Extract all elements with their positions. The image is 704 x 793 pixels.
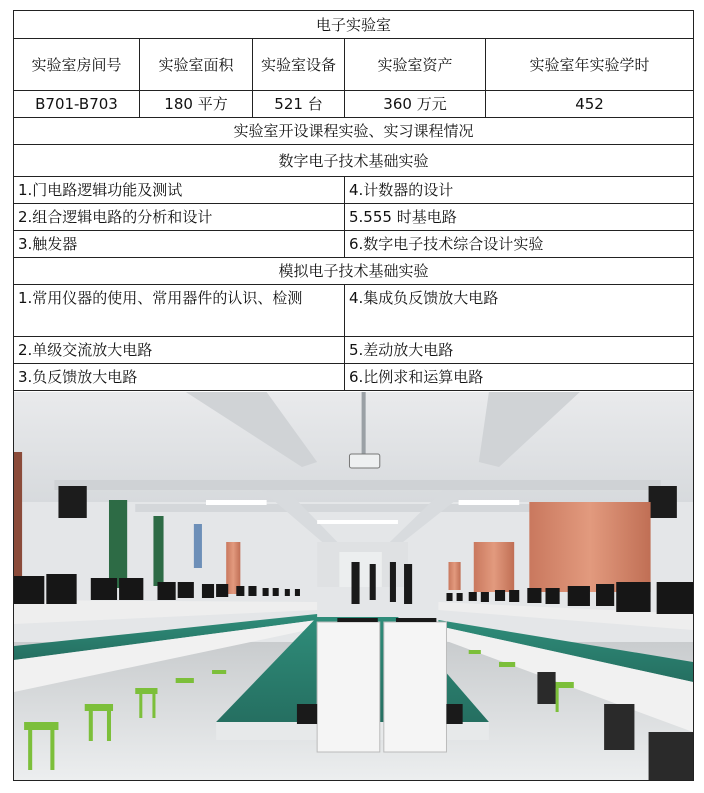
- course-item: 4.计数器的设计: [345, 177, 694, 204]
- course-item: 2.组合逻辑电路的分析和设计: [14, 204, 345, 231]
- course-item: 3.负反馈放大电路: [14, 364, 345, 391]
- header-assets: 实验室资产: [345, 39, 486, 91]
- course-item: 1.门电路逻辑功能及测试: [14, 177, 345, 204]
- course-item: 6.比例求和运算电路: [345, 364, 694, 391]
- courses-heading: 实验室开设课程实验、实习课程情况: [14, 118, 694, 145]
- lab-photo: [14, 392, 693, 780]
- table-title: 电子实验室: [14, 11, 694, 39]
- course-item: 5.差动放大电路: [345, 337, 694, 364]
- value-equipment: 521 台: [253, 91, 345, 118]
- lab-photo-cell: [14, 391, 694, 781]
- header-equipment: 实验室设备: [253, 39, 345, 91]
- course-item: 5.555 时基电路: [345, 204, 694, 231]
- lab-info-table: [13, 10, 694, 781]
- section-title-analog: 模拟电子技术基础实验: [14, 258, 694, 285]
- value-room-number: B701-B703: [14, 91, 140, 118]
- value-assets: 360 万元: [345, 91, 486, 118]
- header-area: 实验室面积: [140, 39, 253, 91]
- header-room-number: 实验室房间号: [14, 39, 140, 91]
- value-annual-hours: 452: [486, 91, 694, 118]
- course-item: 2.单级交流放大电路: [14, 337, 345, 364]
- course-item: 4.集成负反馈放大电路: [345, 285, 694, 337]
- value-area: 180 平方: [140, 91, 253, 118]
- header-annual-hours: 实验室年实验学时: [486, 39, 694, 91]
- course-item: 3.触发器: [14, 231, 345, 258]
- course-item: 1.常用仪器的使用、常用器件的认识、检测: [14, 285, 345, 337]
- course-item: 6.数字电子技术综合设计实验: [345, 231, 694, 258]
- section-title-digital: 数字电子技术基础实验: [14, 145, 694, 177]
